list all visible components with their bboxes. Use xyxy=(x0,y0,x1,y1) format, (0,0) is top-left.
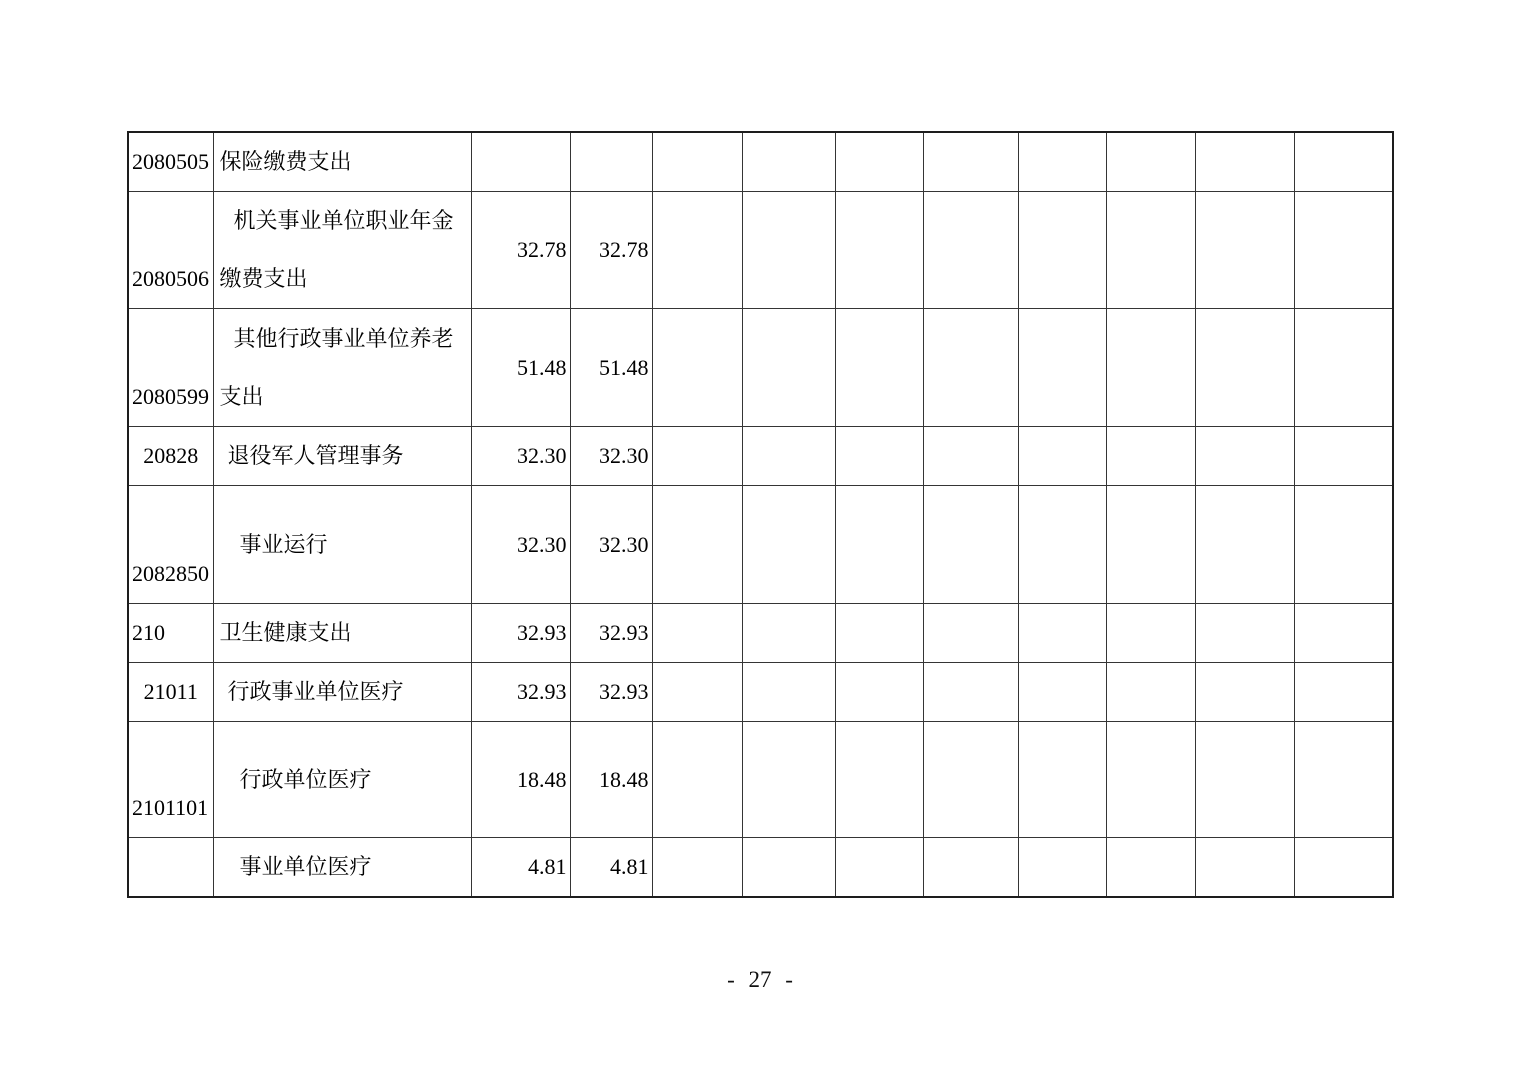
empty-cell xyxy=(1195,604,1294,663)
empty-cell xyxy=(1294,838,1393,898)
empty-cell xyxy=(652,192,742,309)
value-cell xyxy=(570,427,652,486)
empty-cell xyxy=(1294,309,1393,427)
empty-cell xyxy=(923,604,1018,663)
budget-code: 21011 xyxy=(143,679,198,704)
code-cell xyxy=(128,722,213,838)
empty-cell xyxy=(835,309,923,427)
budget-item-name-wrap: 缴费支出 xyxy=(219,266,308,291)
value-cell xyxy=(471,663,570,722)
amount: 32.93 xyxy=(599,620,649,645)
empty-cell xyxy=(1195,427,1294,486)
empty-cell xyxy=(1018,722,1106,838)
budget-code: 2080505 xyxy=(132,149,209,174)
budget-table xyxy=(127,131,1394,898)
value-cell xyxy=(471,132,570,192)
empty-cell xyxy=(1294,486,1393,604)
empty-cell xyxy=(1018,604,1106,663)
empty-cell xyxy=(652,486,742,604)
amount: 32.30 xyxy=(599,443,649,468)
empty-cell xyxy=(1294,427,1393,486)
empty-cell xyxy=(1018,309,1106,427)
value-cell xyxy=(570,604,652,663)
name-cell xyxy=(213,486,471,604)
empty-cell xyxy=(1106,604,1195,663)
empty-cell xyxy=(1106,663,1195,722)
empty-cell xyxy=(1294,722,1393,838)
code-cell xyxy=(128,663,213,722)
empty-cell xyxy=(1195,838,1294,898)
empty-cell xyxy=(835,604,923,663)
empty-cell xyxy=(742,604,835,663)
budget-code: 20828 xyxy=(143,443,199,468)
budget-item-name: 事业运行 xyxy=(239,531,328,557)
amount: 32.93 xyxy=(517,679,567,704)
table-row xyxy=(128,663,1393,722)
page-number: - 27 - xyxy=(727,967,793,992)
table-row xyxy=(128,192,1393,309)
name-cell xyxy=(213,663,471,722)
empty-cell xyxy=(1018,486,1106,604)
empty-cell xyxy=(923,309,1018,427)
amount: 32.30 xyxy=(517,443,567,468)
code-cell xyxy=(128,838,213,898)
empty-cell xyxy=(835,663,923,722)
code-cell xyxy=(128,132,213,192)
code-cell xyxy=(128,309,213,427)
amount: 4.81 xyxy=(610,854,649,879)
empty-cell xyxy=(742,722,835,838)
value-cell xyxy=(471,838,570,898)
empty-cell xyxy=(835,486,923,604)
empty-cell xyxy=(923,427,1018,486)
name-cell xyxy=(213,838,471,898)
empty-cell xyxy=(1106,132,1195,192)
empty-cell xyxy=(1018,132,1106,192)
budget-code: 2082850 xyxy=(132,561,209,586)
empty-cell xyxy=(1195,132,1294,192)
budget-code: 2080599 xyxy=(132,384,209,409)
empty-cell xyxy=(835,132,923,192)
value-cell xyxy=(570,192,652,309)
empty-cell xyxy=(652,663,742,722)
value-cell xyxy=(471,192,570,309)
amount: 18.48 xyxy=(517,766,567,792)
empty-cell xyxy=(1195,722,1294,838)
budget-item-name: 卫生健康支出 xyxy=(219,620,352,645)
budget-item-name: 事业单位医疗 xyxy=(239,854,372,879)
empty-cell xyxy=(652,132,742,192)
empty-cell xyxy=(923,663,1018,722)
empty-cell xyxy=(1018,192,1106,309)
empty-cell xyxy=(1106,192,1195,309)
empty-cell xyxy=(923,838,1018,898)
name-cell xyxy=(213,604,471,663)
empty-cell xyxy=(1018,838,1106,898)
amount: 4.81 xyxy=(528,854,567,879)
table-row xyxy=(128,838,1393,898)
table-row xyxy=(128,604,1393,663)
value-cell xyxy=(570,663,652,722)
empty-cell xyxy=(1018,427,1106,486)
empty-cell xyxy=(652,604,742,663)
amount: 32.30 xyxy=(599,531,649,557)
empty-cell xyxy=(1106,427,1195,486)
budget-item-name: 行政单位医疗 xyxy=(239,766,372,792)
budget-item-name: 行政事业单位医疗 xyxy=(227,679,404,704)
empty-cell xyxy=(1195,486,1294,604)
amount: 18.48 xyxy=(599,766,649,792)
value-cell xyxy=(570,486,652,604)
budget-code: 210 xyxy=(132,620,165,645)
empty-cell xyxy=(835,838,923,898)
empty-cell xyxy=(652,427,742,486)
code-cell xyxy=(128,427,213,486)
amount: 51.48 xyxy=(599,354,649,380)
empty-cell xyxy=(923,192,1018,309)
empty-cell xyxy=(835,192,923,309)
empty-cell xyxy=(742,486,835,604)
name-cell xyxy=(213,132,471,192)
amount: 51.48 xyxy=(517,354,567,380)
empty-cell xyxy=(742,427,835,486)
empty-cell xyxy=(923,132,1018,192)
value-cell xyxy=(471,427,570,486)
code-cell xyxy=(128,604,213,663)
empty-cell xyxy=(835,427,923,486)
table-row xyxy=(128,427,1393,486)
value-cell xyxy=(471,309,570,427)
empty-cell xyxy=(1106,309,1195,427)
empty-cell xyxy=(1294,604,1393,663)
amount: 32.78 xyxy=(517,237,567,262)
empty-cell xyxy=(1195,663,1294,722)
empty-cell xyxy=(835,722,923,838)
empty-cell xyxy=(652,838,742,898)
budget-item-name: 退役军人管理事务 xyxy=(227,443,404,468)
empty-cell xyxy=(1106,486,1195,604)
value-cell xyxy=(570,722,652,838)
empty-cell xyxy=(742,838,835,898)
empty-cell xyxy=(1294,192,1393,309)
empty-cell xyxy=(652,722,742,838)
empty-cell xyxy=(742,192,835,309)
amount: 32.30 xyxy=(517,531,567,557)
empty-cell xyxy=(1195,309,1294,427)
name-cell xyxy=(213,192,471,309)
budget-item-name: 机关事业单位职业年金 xyxy=(233,208,454,233)
value-cell xyxy=(570,309,652,427)
budget-item-name: 保险缴费支出 xyxy=(219,149,352,174)
value-cell xyxy=(570,132,652,192)
empty-cell xyxy=(742,132,835,192)
value-cell xyxy=(471,604,570,663)
empty-cell xyxy=(1294,132,1393,192)
empty-cell xyxy=(1106,722,1195,838)
table-row xyxy=(128,309,1393,427)
empty-cell xyxy=(923,486,1018,604)
amount: 32.93 xyxy=(599,679,649,704)
empty-cell xyxy=(1294,663,1393,722)
budget-code: 2080506 xyxy=(132,266,209,291)
amount: 32.78 xyxy=(599,237,649,262)
table-row xyxy=(128,486,1393,604)
code-cell xyxy=(128,486,213,604)
empty-cell xyxy=(742,309,835,427)
budget-code: 2101101 xyxy=(132,795,209,820)
empty-cell xyxy=(923,722,1018,838)
empty-cell xyxy=(1195,192,1294,309)
value-cell xyxy=(471,722,570,838)
code-cell xyxy=(128,192,213,309)
table-row xyxy=(128,722,1393,838)
table-row xyxy=(128,132,1393,192)
empty-cell xyxy=(1018,663,1106,722)
name-cell xyxy=(213,309,471,427)
empty-cell xyxy=(1106,838,1195,898)
value-cell xyxy=(570,838,652,898)
empty-cell xyxy=(742,663,835,722)
budget-item-name: 其他行政事业单位养老 xyxy=(233,325,454,351)
empty-cell xyxy=(652,309,742,427)
budget-item-name-wrap: 支出 xyxy=(219,383,264,409)
amount: 32.93 xyxy=(517,620,567,645)
name-cell xyxy=(213,722,471,838)
value-cell xyxy=(471,486,570,604)
name-cell xyxy=(213,427,471,486)
